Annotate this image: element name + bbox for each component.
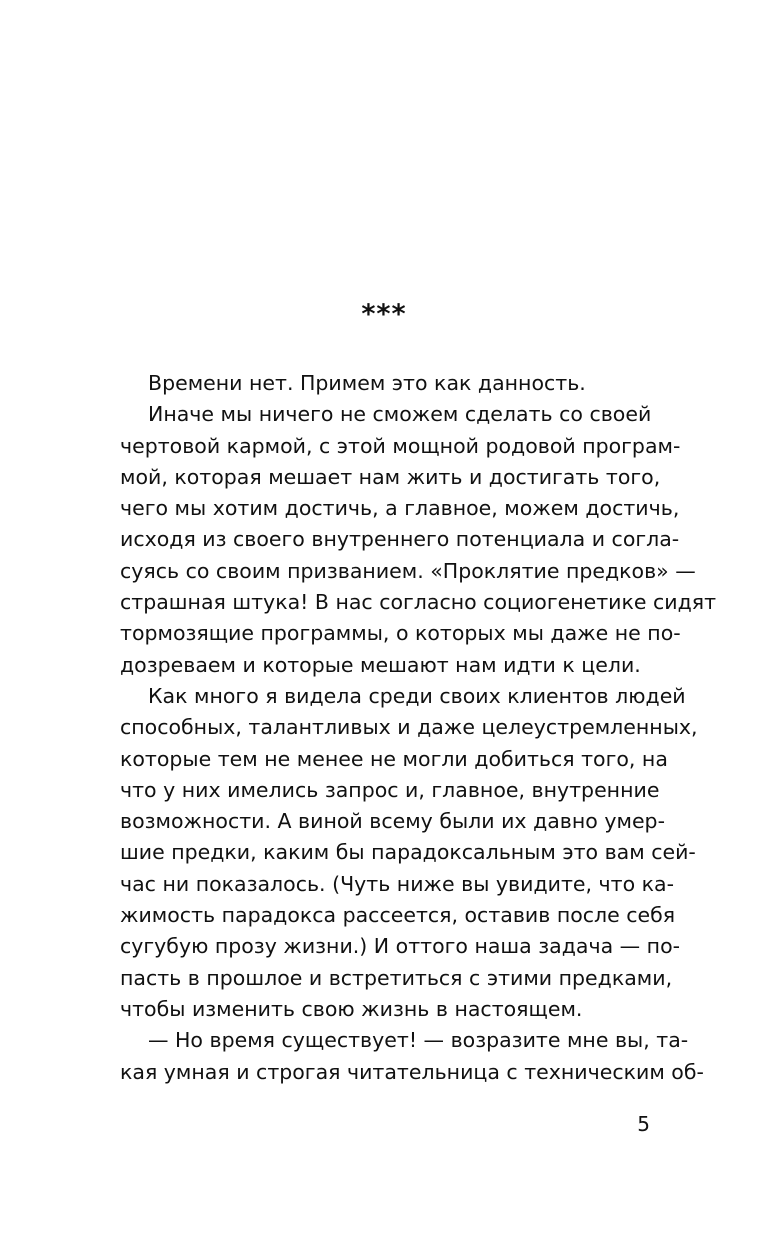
- text-line: шие предки, каким бы парадоксальным это вам сей-: [120, 840, 696, 865]
- text-line: которые тем не менее не могли добиться того, на: [120, 746, 668, 771]
- text-line: чтобы изменить свою жизнь в настоящем.: [120, 996, 583, 1021]
- text-line: пасть в прошлое и встретиться с этими предками,: [120, 965, 673, 990]
- text-line: способных, талантливых и даже целеустремленных,: [120, 715, 698, 740]
- text-line: кая умная и строгая читательница с техническим об-: [120, 1059, 704, 1084]
- text-line: что у них имелись запрос и, главное, внутренние: [120, 777, 660, 802]
- text-line: суясь со своим призванием. «Проклятие предков» —: [120, 558, 696, 583]
- text-line: жимость парадокса рассеется, оставив после себя: [120, 903, 676, 928]
- body-text: [120, 368, 717, 1088]
- text-line: — Но время существует! — возразите мне вы, та-: [148, 1028, 689, 1053]
- text-line: Иначе мы ничего не сможем сделать со своей: [148, 402, 652, 427]
- section-separator: ***: [361, 299, 407, 330]
- text-line: возможности. А виной всему были их давно умер-: [120, 809, 665, 834]
- text-line: Как много я видела среди своих клиентов людей: [148, 683, 686, 708]
- text-line: исходя из своего внутреннего потенциала и согла-: [120, 527, 680, 552]
- text-line: мой, которая мешает нам жить и достигать того,: [120, 464, 661, 489]
- text-line: дозреваем и которые мешают нам идти к цели.: [120, 652, 641, 677]
- text-line: чертовой кармой, с этой мощной родовой програм-: [120, 433, 681, 458]
- text-line: тормозящие программы, о которых мы даже не по-: [120, 621, 681, 646]
- text-line: страшная штука! В нас согласно социогенетике сидят: [120, 590, 717, 615]
- text-line: час ни показалось. (Чуть ниже вы увидите, что ка-: [120, 871, 674, 896]
- text-line: Времени нет. Примем это как данность.: [148, 371, 586, 395]
- text-line: сугубую прозу жизни.) И оттого наша задача — по-: [120, 934, 681, 959]
- text-line: чего мы хотим достичь, а главное, можем достичь,: [120, 496, 680, 521]
- page-number: 5: [637, 1112, 650, 1136]
